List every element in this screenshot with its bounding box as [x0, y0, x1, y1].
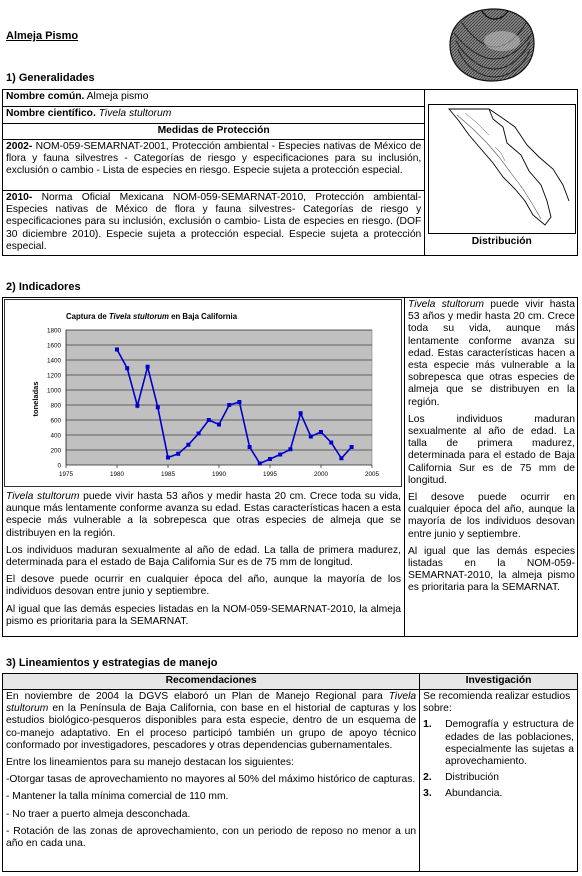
- protection-2010-year: 2010-: [6, 192, 33, 203]
- chart-x-tick-label: 1985: [160, 471, 176, 478]
- rec-p1-b: en la Península de Baja California, con base en el historial de capturas y los estudios biológico-pesqueros disponibles para esta especie, dentro de un esquema de co-manejo adaptativo. En el proceso participó también un grupo de apoyo técnico conformado por investigadores, pescadores y otras dependencias gubernamentales.: [6, 703, 417, 751]
- chart-x-tick-label: 2000: [313, 471, 329, 478]
- left-paragraph-4: Al igual que las demás especies listadas en la NOM-059-SEMARNAT-2010, la almeja pismo es prioritaria para la SEMARNAT.: [6, 603, 401, 627]
- rec-paragraph-2: Entre los lineamientos para su manejo destacan los siguientes:: [6, 757, 294, 769]
- chart-data-point: [299, 411, 303, 415]
- rec-paragraph-4: - Mantener la talla mínima comercial de 110 mm.: [6, 791, 229, 803]
- common-name-label: Nombre común.: [6, 91, 85, 102]
- chart-data-point: [217, 423, 221, 427]
- rec-paragraph-1: [6, 691, 416, 752]
- chart-data-point: [309, 435, 313, 439]
- inv-intro: Se recomienda realizar estudios sobre:: [423, 691, 571, 715]
- chart-data-point: [288, 447, 292, 451]
- inv-item-1: [423, 719, 574, 768]
- indicadores-left-text: [6, 491, 401, 628]
- chart-x-tick-label: 1980: [109, 471, 125, 478]
- clam-shell-illustration: [442, 3, 540, 85]
- chart-data-point: [278, 453, 282, 457]
- chart-data-point: [207, 418, 211, 422]
- distribution-label: Distribución: [471, 236, 532, 247]
- chart-data-point: [350, 445, 354, 449]
- investigacion-cell: [420, 690, 578, 872]
- chart-y-label: toneladas: [31, 381, 40, 417]
- chart-x-tick-label: 1975: [58, 471, 74, 478]
- right-p1-text: puede vivir hasta 53 años y medir hasta 20 cm. Crece toda su vida, aunque más lentamente conforme avanza su edad. Estas características hacen a esta especie más vulnerable a la sobrepesca que otras especies de almeja que se distribuyen en la región.: [408, 299, 575, 408]
- protection-header: Medidas de Protección: [3, 124, 425, 140]
- scientific-name-label: Nombre científico.: [6, 108, 96, 119]
- chart-data-point: [248, 445, 252, 449]
- inv-item-3-text: Abundancia.: [445, 788, 503, 800]
- right-paragraph-1: [408, 299, 575, 409]
- inv-item-2: [423, 772, 574, 784]
- section-1-heading: 1) Generalidades: [6, 72, 95, 84]
- chart-x-tick-label: 1990: [211, 471, 227, 478]
- distribution-map-cell: [425, 90, 578, 256]
- chart-y-tick-label: 400: [50, 432, 61, 440]
- right-species-name: Tivela stultorum: [408, 299, 484, 310]
- distribution-map: [428, 104, 576, 234]
- chart-y-tick-label: 1400: [46, 357, 61, 365]
- chart-data-point: [197, 432, 201, 436]
- left-species-name: Tivela stultorum: [6, 491, 80, 502]
- inv-item-1-text: Demografía y estructura de edades de las poblaciones, especialmente las sujetas a aprovechamiento.: [445, 719, 574, 768]
- chart-data-point: [135, 404, 139, 408]
- inv-item-3-num: 3.: [423, 788, 432, 800]
- chart-data-point: [339, 456, 343, 460]
- chart-data-point: [156, 405, 160, 409]
- inv-list: [423, 719, 574, 800]
- section-2-heading: 2) Indicadores: [6, 281, 81, 293]
- inv-item-1-num: 1.: [423, 719, 432, 731]
- left-paragraph-3: El desove puede ocurrir en cualquier época del año, aunque la mayoría de los individuos desovan entre junio y septiembre.: [6, 574, 401, 598]
- recomendaciones-header: Recomendaciones: [3, 674, 420, 690]
- scientific-name-value: Tivela stultorum: [98, 108, 172, 119]
- common-name-value: Almeja pismo: [86, 91, 149, 102]
- protection-2002-text: NOM-059-SEMARNAT-2001, Protección ambiental - Especies nativas de México de flora y fauna silvestres - Categorías de riesgo y especificaciones para su inclusión, exclusión o cambio - Lista de especies en riesgo. Especie sujeta a protección especial.: [6, 141, 422, 177]
- chart-y-tick-label: 1000: [46, 387, 61, 395]
- chart-plot-area: [66, 330, 372, 465]
- chart-y-tick-label: 1200: [46, 372, 61, 380]
- chart-y-tick-label: 200: [50, 447, 61, 455]
- chart-data-point: [125, 366, 129, 370]
- chart-x-tick-label: 1995: [262, 471, 278, 478]
- protection-2002: [3, 140, 425, 191]
- rec-paragraph-6: - Rotación de las zonas de aprovechamiento, con un periodo de reposo no menor a un año en cada una.: [6, 825, 417, 850]
- chart-data-point: [227, 403, 231, 407]
- right-paragraph-2: Los individuos maduran sexualmente al año de edad. La talla de primera madurez, determinada para el estado de Baja California Sur es de 75 mm de longitud.: [408, 413, 575, 486]
- chart-x-tick-label: 2005: [364, 471, 380, 478]
- left-paragraph-1: [6, 491, 401, 540]
- protection-2002-year: 2002-: [6, 141, 33, 152]
- chart-y-tick-label: 600: [50, 417, 61, 425]
- rec-species-name: Tivela stultorum: [6, 691, 417, 715]
- generalidades-table: [2, 89, 578, 256]
- chart-y-tick-label: 0: [57, 462, 61, 470]
- chart-data-point: [258, 462, 262, 466]
- chart-y-tick-label: 1800: [46, 327, 61, 335]
- section-3-heading: 3) Lineamientos y estrategias de manejo: [6, 657, 218, 669]
- chart-data-point: [319, 430, 323, 434]
- inv-item-2-num: 2.: [423, 772, 432, 784]
- lineamientos-table: [2, 673, 578, 872]
- chart-data-point: [186, 443, 190, 447]
- rec-paragraph-5: - No traer a puerto almeja desconchada.: [6, 808, 191, 820]
- capture-chart: [4, 299, 402, 487]
- common-name-cell: [3, 90, 425, 107]
- page-title: Almeja Pismo: [6, 30, 79, 42]
- chart-data-point: [146, 365, 150, 369]
- left-p1-text: puede vivir hasta 53 años y medir hasta 20 cm. Crece toda su vida, aunque más lentamente conforme avanza su edad. Estas características hacen a esta especie más vulnerable a la sobrepesca que otras especies de almeja que se distribuyen en la región.: [6, 491, 401, 539]
- right-paragraph-4: Al igual que las demás especies listadas en la NOM-059-SEMARNAT-2010, la almeja pismo es prioritaria para la SEMARNAT.: [408, 545, 575, 594]
- indicadores-right-text: [408, 299, 575, 595]
- left-paragraph-2: Los individuos maduran sexualmente al año de edad. La talla de primera madurez, determinada para el estado de Baja California Sur es de 75 mm de longitud.: [6, 544, 401, 569]
- chart-data-point: [237, 400, 241, 404]
- chart-title: Captura de Tivela stultorum en Baja California: [66, 312, 238, 321]
- chart-data-point: [329, 441, 333, 445]
- inv-item-3: [423, 788, 574, 800]
- protection-2010-text: Norma Oficial Mexicana NOM-059-SEMARNAT-2010, Protección ambiental- Especies nativas de México de flora y fauna silvestres- Categorías de riesgo y especificaciones para su inclusión, exclusión o cambio- Lista de especies en riesgo. (DOF 30 diciembre 2010). Especie sujeta a protección especial. Especie sujeta a protección especial.: [6, 192, 422, 252]
- chart-data-point: [176, 452, 180, 456]
- protection-2010: [3, 191, 425, 256]
- chart-data-point: [115, 348, 119, 352]
- indicadores-divider: [404, 297, 405, 637]
- chart-data-point: [268, 457, 272, 461]
- chart-y-tick-label: 1600: [46, 342, 61, 350]
- recomendaciones-cell: [3, 690, 420, 872]
- investigacion-header: Investigación: [420, 674, 578, 690]
- rec-p1-a: En noviembre de 2004 la DGVS elaboró un Plan de Manejo Regional para: [6, 691, 383, 702]
- chart-y-tick-label: 800: [50, 402, 61, 410]
- right-paragraph-3: El desove puede ocurrir en cualquier época del año, aunque la mayoría de los individuos desovan entre junio y septiembre.: [408, 492, 575, 540]
- rec-paragraph-3: -Otorgar tasas de aprovechamiento no mayores al 50% del máximo histórico de capturas.: [6, 774, 416, 786]
- inv-item-2-text: Distribución: [445, 772, 499, 784]
- scientific-name-cell: [3, 107, 425, 124]
- chart-data-point: [166, 456, 170, 460]
